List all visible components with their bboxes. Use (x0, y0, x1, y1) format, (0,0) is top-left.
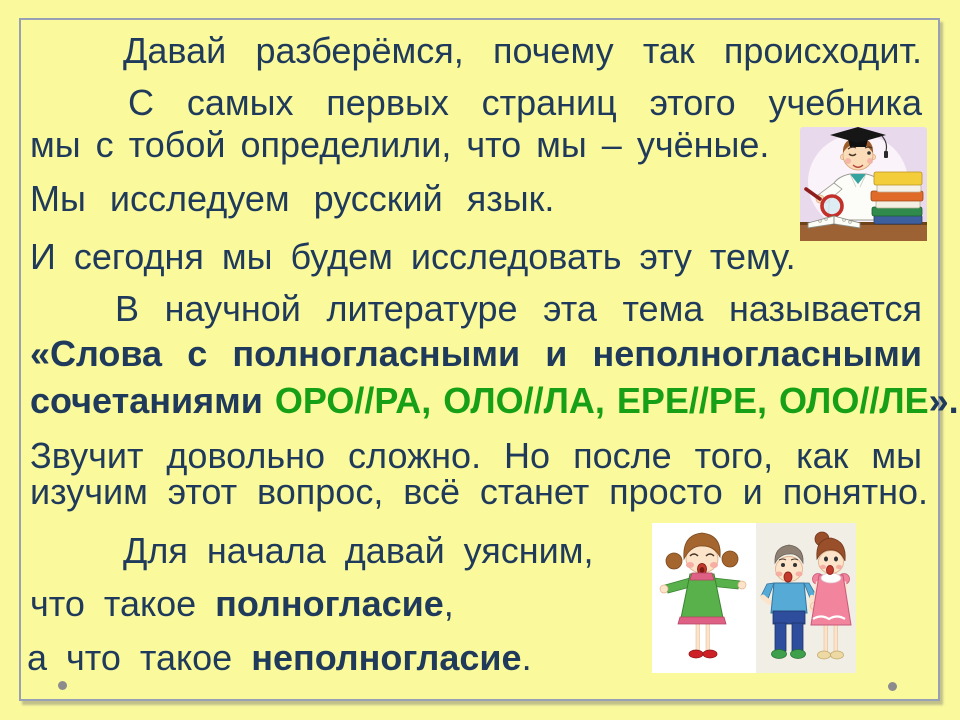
book-stack (871, 172, 923, 224)
text-line-4-label: Мы исследуем русский язык. (30, 178, 555, 219)
text-line-8-topic-title (30, 379, 959, 423)
text-line-13-prefix: а что такое (27, 637, 252, 678)
text-line-13-suffix: . (521, 637, 532, 678)
text-line-7-label: «Слова с полногласными и неполногласными (30, 333, 922, 374)
text-line-1 (123, 29, 922, 73)
singing-mouth (827, 566, 834, 575)
text-line-9-label: Звучит довольно сложно. Но после того, как мы (30, 435, 922, 476)
text-line-12-suffix: , (443, 583, 454, 624)
text-line-7-topic-title (30, 332, 922, 376)
text-line-3 (30, 123, 769, 167)
text-line-6-label: В научной литературе эта тема называется (115, 288, 922, 329)
decor-dot-right (888, 682, 897, 691)
open-eye (867, 151, 871, 155)
text-line-3-label: мы с тобой определили, что мы – учёные. (30, 124, 770, 165)
text-line-10-label: изучим этот вопрос, всё станет просто и понятно. (30, 471, 928, 512)
text-line-13 (27, 636, 532, 680)
text-line-11 (123, 529, 594, 573)
singing-mouth (784, 572, 792, 582)
text-line-8-suffix: ». (928, 380, 959, 421)
children-illustration (652, 523, 856, 673)
text-line-10 (30, 470, 928, 514)
text-line-5-label: И сегодня мы будем исследовать эту тему. (30, 236, 796, 277)
term-nepolnoglasie: неполногласие (251, 637, 522, 678)
text-line-12 (30, 582, 454, 626)
scientist-illustration (800, 127, 927, 241)
text-line-12-prefix: что такое (30, 583, 216, 624)
text-line-1-label: Давай разберёмся, почему так происходит. (123, 30, 922, 71)
vowel-combinations-highlight: ОРО//РА, ОЛО//ЛА, ЕРЕ//РЕ, ОЛО//ЛЕ (274, 380, 929, 421)
text-line-2 (128, 81, 922, 125)
text-line-8-prefix: сочетаниями (30, 380, 275, 421)
text-line-2-label: С самых первых страниц этого учебника (128, 82, 922, 123)
text-line-5 (30, 235, 796, 279)
text-line-6 (115, 287, 922, 331)
term-polnoglasie: полногласие (215, 583, 444, 624)
text-line-11-label: Для начала давай уясним, (123, 530, 594, 571)
decor-dot-left (58, 681, 67, 690)
text-line-4 (30, 177, 554, 221)
